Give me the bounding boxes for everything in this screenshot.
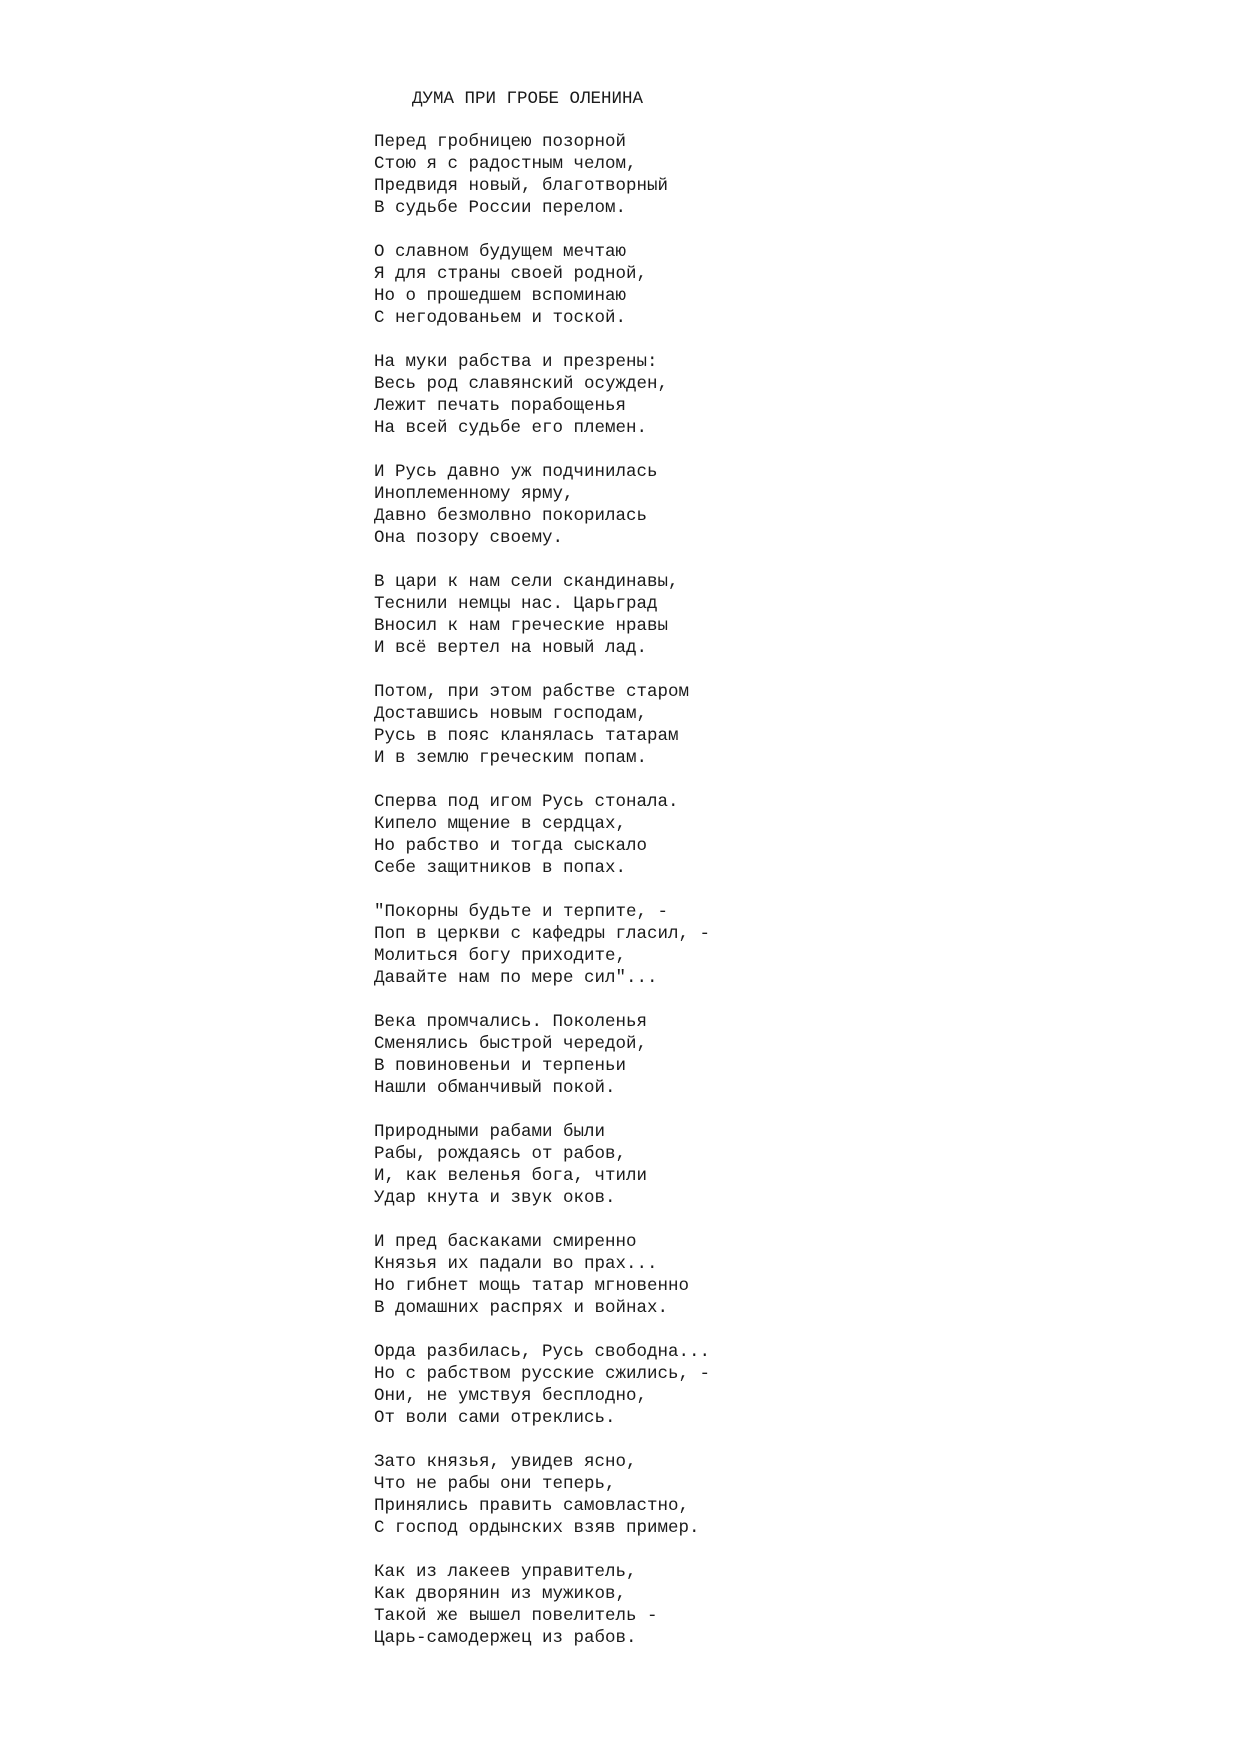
poem-line: Лежит печать порабощенья (374, 396, 627, 416)
poem-line: Что не рабы они теперь, (374, 1474, 616, 1494)
poem-line: С господ ордынских взяв пример. (374, 1518, 700, 1538)
poem-line: Орда разбилась, Русь свободна... (374, 1342, 711, 1362)
poem-line: Удар кнута и звук оков. (374, 1188, 616, 1208)
poem-line: Предвидя новый, благотворный (374, 176, 669, 196)
poem-line: Сменялись быстрой чередой, (374, 1034, 648, 1054)
poem-line: Давно безмолвно покорилась (374, 506, 648, 526)
poem-line: На муки рабства и презрены: (374, 352, 658, 372)
poem-line: Князья их падали во прах... (374, 1254, 658, 1274)
poem-line: Я для страны своей родной, (374, 264, 648, 284)
poem-line: Теснили немцы нас. Царьград (374, 594, 658, 614)
stanza (374, 351, 1194, 439)
poem-line: Царь-самодержец из рабов. (374, 1628, 637, 1648)
stanza (374, 1231, 1194, 1319)
poem-line: С негодованьем и тоской. (374, 308, 627, 328)
poem-line: Но рабство и тогда сыскало (374, 836, 648, 856)
stanza (374, 1561, 1194, 1649)
poem-line: Потом, при этом рабстве старом (374, 682, 690, 702)
poem-line: И в землю греческим попам. (374, 748, 648, 768)
poem-line: Вносил к нам греческие нравы (374, 616, 669, 636)
poem-line: Кипело мщение в сердцах, (374, 814, 627, 834)
stanza (374, 131, 1194, 219)
poem-line: Века промчались. Поколенья (374, 1012, 648, 1032)
poem-line: Как дворянин из мужиков, (374, 1584, 627, 1604)
poem-line: Но о прошедшем вспоминаю (374, 286, 627, 306)
poem-line: Они, не умствуя бесплодно, (374, 1386, 648, 1406)
poem-line: Доставшись новым господам, (374, 704, 648, 724)
poem-title: ДУМА ПРИ ГРОБЕ ОЛЕНИНА (412, 89, 644, 109)
poem-line: Сперва под игом Русь стонала. (374, 792, 679, 812)
poem-line: Себе защитников в попах. (374, 858, 627, 878)
stanza (374, 901, 1194, 989)
stanza (374, 461, 1194, 549)
poem-line: В судьбе России перелом. (374, 198, 627, 218)
poem-line: В цари к нам сели скандинавы, (374, 572, 679, 592)
stanza (374, 1451, 1194, 1539)
poem-line: О славном будущем мечтаю (374, 242, 627, 262)
poem-line: Русь в пояс кланялась татарам (374, 726, 679, 746)
poem-line: Поп в церкви с кафедры гласил, - (374, 924, 711, 944)
poem-line: "Покорны будьте и терпите, - (374, 902, 669, 922)
poem-line: От воли сами отреклись. (374, 1408, 616, 1428)
document-page (374, 88, 1194, 1671)
poem-line: Как из лакеев управитель, (374, 1562, 637, 1582)
poem-line: И, как веленья бога, чтили (374, 1166, 648, 1186)
poem-line: В домашних распрях и войнах. (374, 1298, 669, 1318)
poem-line: Природными рабами были (374, 1122, 606, 1142)
stanza (374, 1011, 1194, 1099)
poem-line: Такой же вышел повелитель - (374, 1606, 658, 1626)
poem-line: Давайте нам по мере сил"... (374, 968, 658, 988)
poem-body (374, 131, 1194, 1649)
stanza (374, 1121, 1194, 1209)
poem-line: Весь род славянский осужден, (374, 374, 669, 394)
poem-line: Стою я с радостным челом, (374, 154, 637, 174)
poem-line: Она позору своему. (374, 528, 564, 548)
stanza (374, 1341, 1194, 1429)
poem-line: Но с рабством русские сжились, - (374, 1364, 711, 1384)
poem-line: Иноплеменному ярму, (374, 484, 574, 504)
stanza (374, 791, 1194, 879)
poem-line: И пред баскаками смиренно (374, 1232, 637, 1252)
poem-line: Молиться богу приходите, (374, 946, 627, 966)
poem-line: Рабы, рождаясь от рабов, (374, 1144, 627, 1164)
stanza (374, 681, 1194, 769)
poem-line: Зато князья, увидев ясно, (374, 1452, 637, 1472)
poem-line: Принялись править самовластно, (374, 1496, 690, 1516)
stanza (374, 241, 1194, 329)
poem-line: На всей судьбе его племен. (374, 418, 648, 438)
poem-line: Нашли обманчивый покой. (374, 1078, 616, 1098)
poem-line: Перед гробницею позорной (374, 132, 627, 152)
poem-line: И Русь давно уж подчинилась (374, 462, 658, 482)
poem-line: В повиновеньи и терпеньи (374, 1056, 627, 1076)
poem-line: Но гибнет мощь татар мгновенно (374, 1276, 690, 1296)
stanza (374, 571, 1194, 659)
poem-line: И всё вертел на новый лад. (374, 638, 648, 658)
